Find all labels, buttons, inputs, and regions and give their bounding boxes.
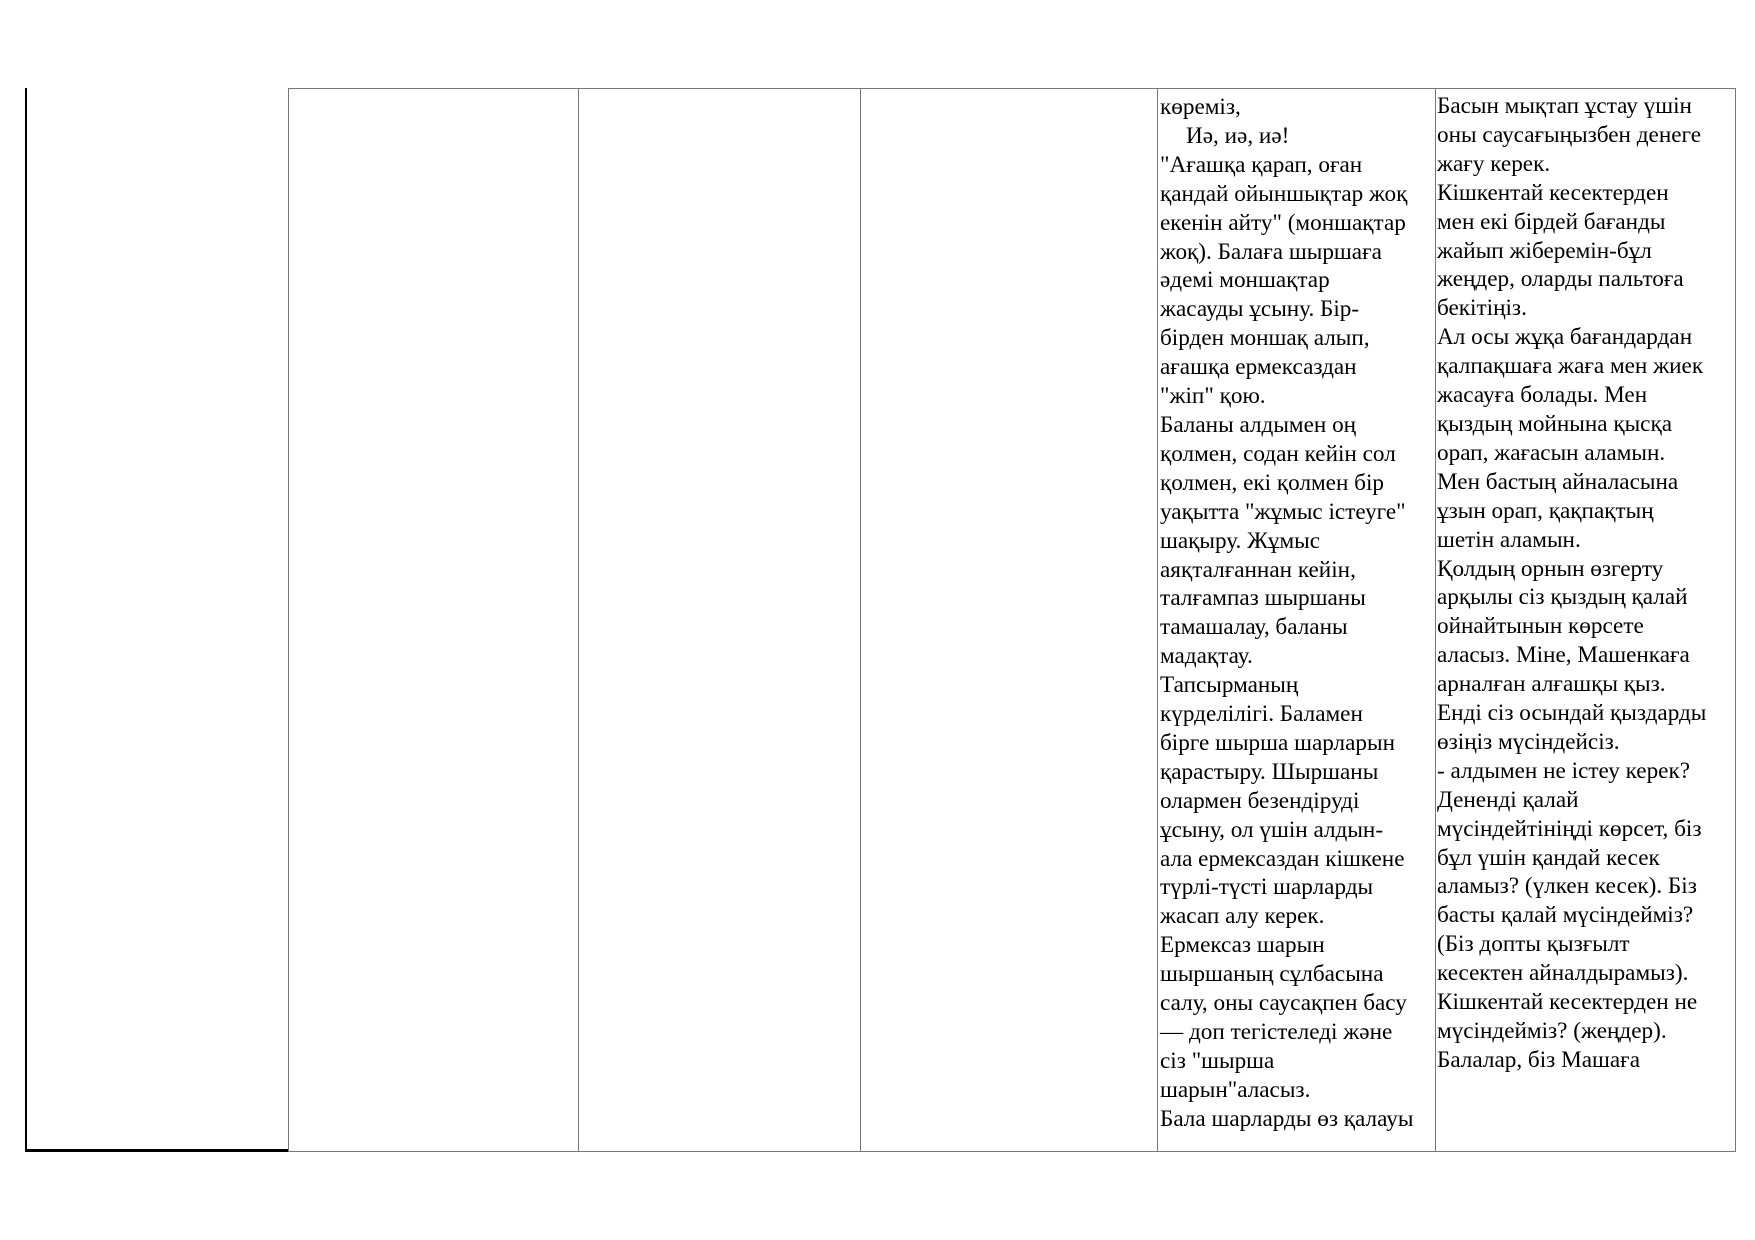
cell-text-line: Бала шарларды өз қалауы bbox=[1160, 1105, 1414, 1132]
cell-text-line: олармен безендіруді bbox=[1160, 787, 1360, 814]
cell-text-line: аяқталғаннан кейін, bbox=[1160, 556, 1356, 583]
cell-text-line: жайып жіберемін-бұл bbox=[1437, 237, 1652, 264]
cell-text-line: бұл үшін қандай кесек bbox=[1437, 844, 1660, 871]
cell-text-line: аламыз? (үлкен кесек). Біз bbox=[1437, 873, 1697, 900]
cell-text-line: Кішкентай кесектерден bbox=[1437, 179, 1669, 206]
cell-text-line: қолмен, екі қолмен бір bbox=[1160, 469, 1385, 496]
cell-text-line: сіз "шырша bbox=[1160, 1047, 1275, 1074]
cell-text-line: кесектен айналдырамыз). bbox=[1437, 960, 1689, 987]
cell-text-line: орап, жағасын аламын. bbox=[1437, 439, 1666, 466]
cell-text-line: — доп тегістеледі және bbox=[1160, 1019, 1393, 1045]
cell-text-line: жоқ). Балаға шыршаға bbox=[1160, 238, 1382, 265]
cell-text-line: өзіңіз мүсіндейсіз. bbox=[1437, 728, 1620, 755]
cell-text-line: тамашалау, баланы bbox=[1160, 614, 1348, 641]
cell-text-line: бірге шырша шарларын bbox=[1160, 729, 1395, 756]
cell-text-line: "Ағашқа қарап, оған bbox=[1160, 151, 1363, 178]
cell-text-line: бірден моншақ алып, bbox=[1160, 325, 1370, 352]
cell-text-line: қарастыру. Шыршаны bbox=[1160, 758, 1379, 785]
cell-text-line: Ермексаз шарын bbox=[1160, 932, 1325, 959]
cell-text-line: салу, оны саусақпен басу bbox=[1160, 990, 1407, 1017]
cell-text-line: оны саусағыңызбен денеге bbox=[1437, 121, 1702, 148]
cell-text-line: "жіп" қою. bbox=[1160, 383, 1266, 410]
cell-text-line: ұсыну, ол үшін алдын- bbox=[1160, 816, 1384, 843]
cell-text-line: - алдымен не істеу керек? bbox=[1437, 757, 1691, 784]
cell-text-line: қолмен, содан кейін сол bbox=[1160, 440, 1396, 467]
cell-text-line: уақытта "жұмыс істеуге" bbox=[1160, 498, 1406, 525]
cell-text-line: арқылы сіз қыздың қалай bbox=[1437, 584, 1688, 611]
cell-text-line: Иә, иә, иә! bbox=[1186, 122, 1290, 149]
cell-text-line: көреміз, bbox=[1160, 94, 1241, 120]
cell-text-line: Балалар, біз Машаға bbox=[1437, 1046, 1640, 1073]
cell-text-line: қандай ойыншықтар жоқ bbox=[1160, 180, 1408, 207]
cell-text-line: Дененді қалай bbox=[1437, 786, 1579, 813]
cell-text-line: қалпақшаға жаға мен жиек bbox=[1437, 353, 1704, 380]
table-column-1 bbox=[25, 88, 288, 1152]
cell-text-line: мен екі бірдей бағанды bbox=[1437, 208, 1666, 235]
cell-text-line: (Біз допты қызғылт bbox=[1437, 931, 1630, 958]
cell-text-line: талғампаз шыршаны bbox=[1160, 585, 1366, 612]
cell-text-line: ұзын орап, қақпақтың bbox=[1437, 497, 1654, 524]
cell-text-line: Қолдың орнын өзгерту bbox=[1437, 555, 1664, 582]
cell-text-line: мүсіндейміз? (жеңдер). bbox=[1437, 1018, 1667, 1044]
cell-text-line: Тапсырманың bbox=[1160, 672, 1299, 699]
cell-text-line: мадақтау. bbox=[1160, 643, 1253, 670]
cell-text-line: екенін айту" (моншақтар bbox=[1160, 209, 1406, 236]
cell-text-line: шақыру. Жұмыс bbox=[1160, 527, 1321, 554]
cell-text-line: Ал осы жұқа бағандардан bbox=[1437, 324, 1693, 351]
column-divider-4 bbox=[1157, 89, 1158, 1151]
cell-text-line: мүсіндейтініңді көрсет, біз bbox=[1437, 815, 1702, 842]
cell-text-line: жасауды ұсыну. Бір- bbox=[1160, 296, 1360, 323]
cell-text-line: жасап алу керек. bbox=[1160, 903, 1325, 930]
cell-text-line: жағу керек. bbox=[1437, 150, 1551, 177]
column-divider-2 bbox=[578, 89, 579, 1151]
cell-text-line: Мен бастың айналасына bbox=[1437, 468, 1679, 495]
cell-text-line: қыздың мойнына қысқа bbox=[1437, 410, 1673, 437]
cell-text-line: арналған алғашқы қыз. bbox=[1437, 671, 1666, 698]
cell-text-line: аласыз. Міне, Машенкаға bbox=[1437, 642, 1690, 669]
cell-text-line: Кішкентай кесектерден не bbox=[1437, 989, 1698, 1016]
cell-text-line: шыршаның сұлбасына bbox=[1160, 961, 1384, 988]
cell-text-line: шарын"аласыз. bbox=[1160, 1076, 1311, 1103]
cell-text-line: ойнайтынын көрсете bbox=[1437, 613, 1644, 640]
cell-text-line: ала ермексаздан кішкене bbox=[1160, 845, 1405, 872]
cell-text-line: түрлі-түсті шарларды bbox=[1160, 874, 1374, 901]
cell-text-line: әдемі моншақтар bbox=[1160, 267, 1330, 294]
cell-text-line: басты қалай мүсіндейміз? bbox=[1437, 902, 1694, 929]
cell-text-line: жеңдер, оларды пальтоға bbox=[1437, 266, 1684, 293]
table-cell-column-5 bbox=[1160, 93, 1440, 1134]
cell-text-line: жасауға болады. Мен bbox=[1437, 382, 1648, 409]
cell-text-line: күрделілігі. Баламен bbox=[1160, 701, 1363, 728]
cell-text-line: Баланы алдымен оң bbox=[1160, 411, 1357, 438]
column-divider-3 bbox=[860, 89, 861, 1151]
cell-text-line: Басын мықтап ұстау үшін bbox=[1437, 93, 1692, 119]
table-cell-column-6 bbox=[1437, 92, 1737, 1075]
cell-text-line: шетін аламын. bbox=[1437, 526, 1581, 553]
cell-text-line: бекітіңіз. bbox=[1437, 295, 1527, 322]
cell-text-line: ағашқа ермексаздан bbox=[1160, 354, 1357, 381]
cell-text-line: Енді сіз осындай қыздарды bbox=[1437, 700, 1707, 727]
